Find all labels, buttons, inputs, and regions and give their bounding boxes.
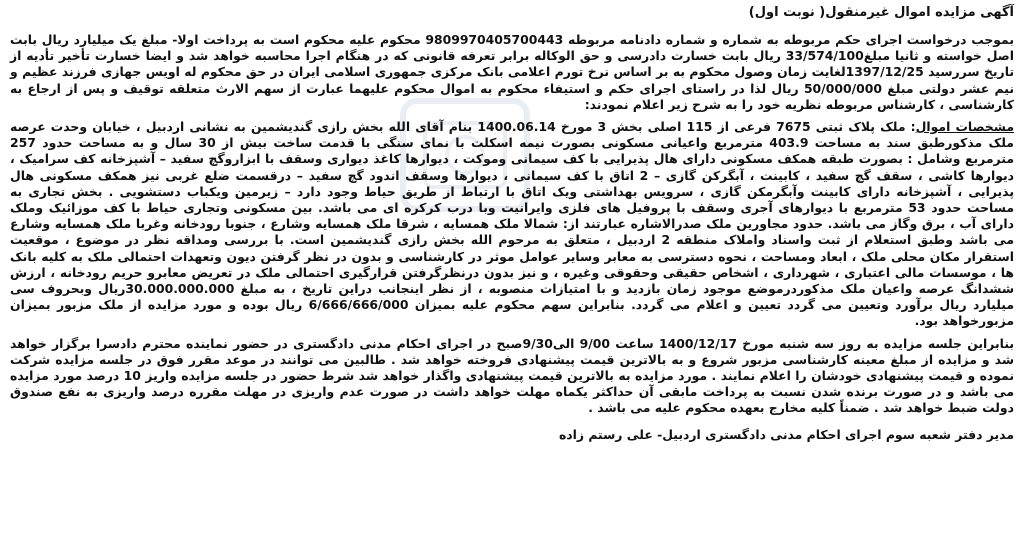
property-specs-label: مشخصات اموال bbox=[915, 119, 1015, 135]
property-specs-text: : ملک پلاک ثبتی 7675 فرعی از 115 اصلی بخش 3 مورخ 1400.06.14 بنام آقای الله بخش رازی گندیشمین به نشانی اردبیل ، خیابان وحدت عرصه ملک مذکورطبق سند به مساحت 403.9 مترمربع واعیانی مسکونی بصورت نیمه اسکلت با نمای سنگی با قدمت ساخت بیش از 30 سال و به مساحت حدود 257 مترمربع وشامل : بصورت طبقه همکف مسکونی دارای هال پذیرایی با کف سیمانی وموکت ، دیوارها کاغذ دیواری وسقف با ابزاروگچ سفید – آشپزخانه کف سرامیک ، دیوارها کاشی ، سقف گچ سفید ، کابینت ، آبگرکن گازی – 2 اتاق با کف سیمانی ، دیوارها وسقف اندود گچ سفید – درقسمت ضلع غربی نیز همکف مسکونی هال پذیرایی ، آشپزخانه دارای کابینت وآبگرمکن گازی ، سرویس بهداشتی ویک اتاق با ارتباط از طریق حیاط وجود دارد – زیرمین ویکباب دستشویی . بخش تجاری به مساحت حدود 53 مترمربع با دیوارهای آجری وسقف با پروفیل های فلزی وایرانیت وبا درب کرکره ای می باشد. بین مسکونی وتجاری حیاط با کف موزائیک وملک دارای آب ، برق وگاز می باشد. حدود مجاورین ملک صدرالاشاره عبارتند از: شمالا ملک همسایه ، شرقا ملک همسایه وشارع ، جنوبا رودخانه وغربا ملک همسایه وشارع می باشد وطبق استعلام از ثبت واسناد واملاک منطقه 2 اردبیل ، متعلق به مرحوم الله بخش رازی گندیشمین است. با بررسی ومداقه نظر در موضوع ، موقعیت استقرار مکان محلی ملک ، ابعاد ومساحت ، نحوه دسترسی به معابر وسایر عوامل موثر در کارشناسی و بدون در نظر گرفتن دیون وتعهدات احتمالی ملک به کلیه بانک ها ، موسسات مالی اعتباری ، شهرداری ، اشخاص حقیقی وحقوقی وغیره ، و نیز بدون درنظرگرفتن قرارگیری احتمالی ملک در تعریض معابرو حریم رودخانه ، ارزش ششدانگ عرصه واعیان ملک مذکوردرموضع موجود زمان بازدید و با امتیازات منصوبه ، از نظر اینجانب دراین تاریخ ، به مبلغ 30.000.000.000ریال وبحروف سی میلیارد ریال برآورد وتعیین می گردد تعیین و اعلام می گردد. بنابراین سهم محکوم علیه بمیزان 6/666/666/000 ریال بوده و مورد مزایده از ملک مزبور بمیزان مزبورخواهد بود. bbox=[10, 119, 1015, 329]
paragraph-property-specs bbox=[10, 119, 1014, 330]
notice-title: آگهی مزایده اموال غیرمنقول( نوبت اول) bbox=[748, 5, 1014, 20]
paragraph-auction-session: بنابراین جلسه مزایده به روز سه شنبه مورخ 1400/12/17 ساعت 9/00 الی9/30صبح در اجرای احکام مدنی دادگستری در حضور نماینده محترم دادسرا برگزار خواهد شد و مزایده از مبلغ معینه کارشناسی مزبور شروع و به بالاترین قیمت پیشنهادی فروخته خواهد شد . طالبین می توانند در موعد مقرر فوق در جلسه مزایده شرکت نموده و قیمت پیشنهادی خودشان را اعلام نمایند . مورد مزایده به بالاترین قیمت پیشنهادی واگذار خواهد شد شرط حضور در جلسه مزایده واریز 10 درصد مورد مزایده می باشد و در صورت برنده شدن نسبت به پرداخت مابقی آن حداکثر یکماه مهلت خواهد داشت در صورت عدم واریزی در مهلت مقرره درصد واریزی به نفع صندوق دولت ضبط خواهد شد . ضمناً کلیه مخارج بعهده محکوم علیه می باشد . bbox=[10, 335, 1015, 416]
signature-line: مدیر دفتر شعبه سوم اجرای احکام مدنی دادگستری اردبیل- علی رستم زاده bbox=[558, 426, 1014, 442]
paragraph-request: بموجب درخواست اجرای حکم مربوطه به شماره و شماره دادنامه مربوطه 9809970405700443 محکوم علیه محکوم است به پرداخت اولا- مبلغ یک میلیارد ریال بابت اصل خواسته و ثانیا مبلغ33/574/100 ریال بابت خسارت دادرسی و حق الوکاله برابر تعرفه قانونی که در هنگام اجرا محاسبه خواهد شد و ایضا خسارت تأخیر تأدیه از تاریخ سررسید 1397/12/25لغایت زمان وصول محکوم به بر اساس نرخ تورم اعلامی بانک مرکزی جمهوری اسلامی ایران در حق محکوم له اویس جهازی فرزند عظیم و نیم عشر دولتی مبلغ 50/000/000 ریال لذا در راستای اجرای حکم و استیفاء محکوم به اموال محکوم علیهما عبارت از سهم الارث متعلقه توقیف و پس از ارجاع به کارشناسی ، کارشناس مربوطه نظریه خود را به شرح زیر اعلام نمودند: bbox=[10, 32, 1014, 112]
auction-notice bbox=[10, 4, 1014, 532]
